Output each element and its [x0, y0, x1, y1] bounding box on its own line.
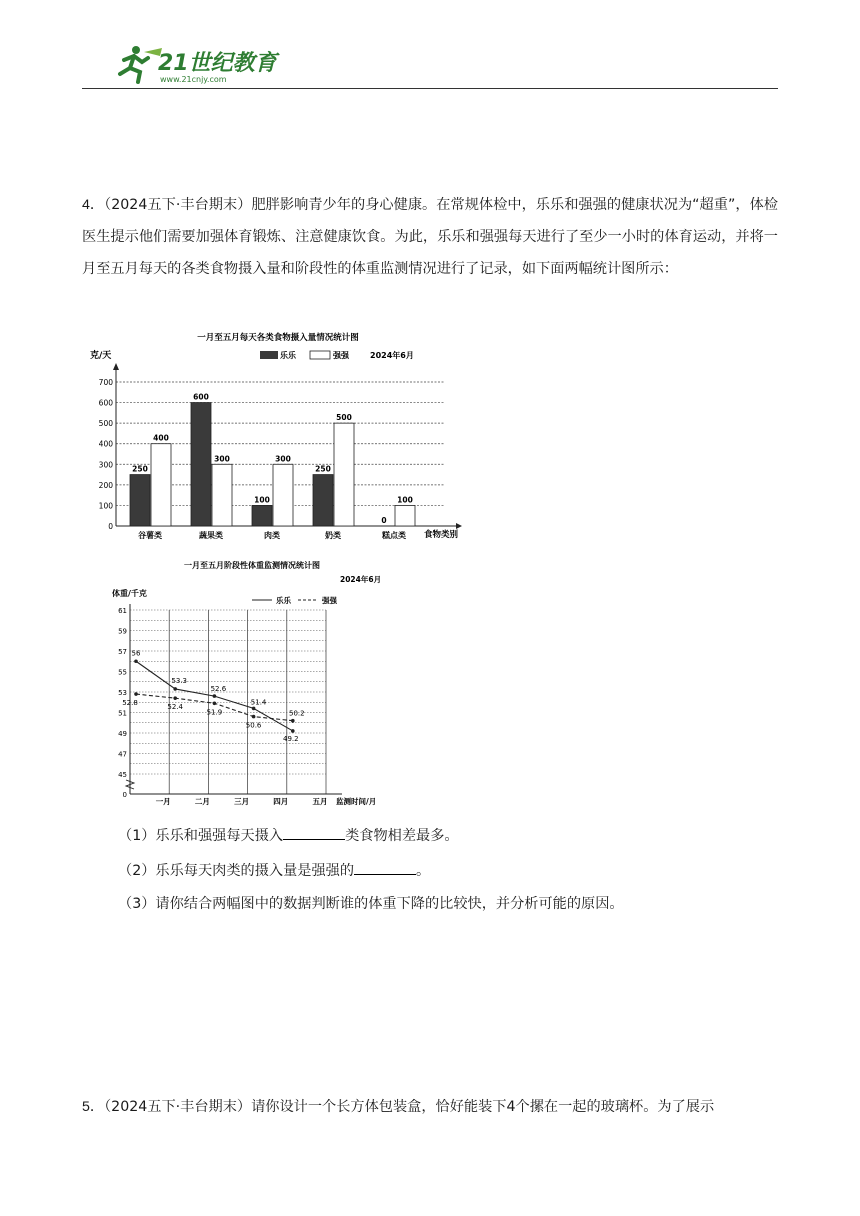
y-tick-label: 59 — [118, 627, 127, 636]
bar — [130, 475, 150, 526]
data-label: 51.4 — [250, 698, 267, 707]
bar-value-label: 250 — [132, 464, 148, 474]
sub-question-3: （3）请你结合两幅图中的数据判断谁的体重下降的比较快，并分析可能的原因。 — [118, 896, 624, 912]
y-tick-label: 49 — [118, 730, 127, 738]
data-point — [134, 692, 138, 696]
data-point — [252, 707, 256, 711]
y-tick-label: 100 — [98, 501, 113, 511]
data-label: 50.6 — [245, 721, 262, 730]
bar — [313, 475, 333, 526]
runner-logo-icon — [104, 42, 284, 86]
bar-value-label: 300 — [214, 454, 230, 464]
question-number: 5． — [82, 1099, 105, 1115]
bar — [151, 444, 171, 526]
data-label: 50.2 — [289, 709, 305, 718]
x-tick-label: 奶类 — [325, 531, 341, 540]
answer-blank-1[interactable] — [283, 825, 345, 840]
bar-chart-date: 2024年6月 — [370, 351, 414, 360]
sub-question-2 — [118, 859, 430, 883]
data-point — [213, 701, 217, 705]
line-x-axis-label: 监测时间/月 — [336, 797, 377, 806]
sub1-prefix: （1）乐乐和强强每天摄入 — [118, 828, 284, 844]
question-source: （2024五下·丰台期末） — [104, 1099, 252, 1115]
answer-blank-2[interactable] — [354, 860, 416, 875]
y-tick-label: 0 — [108, 522, 113, 531]
line-chart — [112, 558, 394, 808]
question-number: 4． — [82, 197, 105, 213]
legend-label-qiangqiang: 强强 — [333, 351, 349, 360]
data-label: 56 — [131, 649, 141, 658]
y-tick-label: 45 — [118, 771, 127, 779]
sub1-suffix: 类食物相差最多。 — [345, 828, 459, 844]
y-tick-label: 200 — [98, 480, 113, 490]
bar — [212, 464, 232, 526]
y-tick-label: 0 — [122, 791, 127, 799]
x-tick-label: 谷薯类 — [138, 531, 162, 540]
question-4 — [82, 189, 778, 285]
bar-value-label: 100 — [397, 495, 413, 505]
x-tick-label: 四月 — [273, 797, 289, 806]
sub-question-1 — [118, 824, 459, 848]
question-text: 肥胖影响青少年的身心健康。在常规体检中，乐乐和强强的健康状况为“超重”，体检医生提示他们需要加强体育锻炼、注意健康饮食。为此，乐乐和强强每天进行了至少一小时的体育运动，并将一月至五月每天的各类食物摄入量和阶段性的体重监测情况进行了记录，如下面两幅统计图所示： — [82, 197, 778, 277]
legend-swatch-qiangqiang — [310, 351, 330, 359]
bar — [273, 464, 293, 526]
y-tick-label: 300 — [98, 460, 113, 470]
y-tick-label: 600 — [98, 398, 113, 408]
bar-value-label: 400 — [153, 433, 169, 443]
question-text: 请你设计一个长方体包装盒，恰好能装下4个摞在一起的玻璃杯。为了展示 — [251, 1099, 715, 1115]
data-label: 52.6 — [210, 685, 227, 694]
line-chart-date: 2024年6月 — [340, 575, 382, 584]
bar-value-label: 500 — [336, 413, 352, 423]
bar-value-label: 300 — [275, 454, 291, 464]
x-tick-label: 二月 — [194, 797, 210, 806]
x-axis-arrow-icon — [456, 523, 462, 529]
x-tick-label: 肉类 — [264, 531, 280, 540]
y-tick-label: 53 — [118, 689, 127, 697]
bar-value-label: 100 — [254, 495, 270, 505]
bar — [395, 505, 415, 526]
bar — [252, 505, 272, 526]
data-label: 49.2 — [283, 734, 299, 743]
legend-swatch-lele — [260, 351, 278, 359]
data-label: 53.3 — [171, 676, 187, 685]
bar-value-label: 250 — [315, 464, 331, 474]
line-plot-area — [118, 604, 342, 806]
data-point — [213, 694, 217, 698]
data-point — [252, 715, 256, 719]
x-tick-label: 蔬果类 — [199, 531, 223, 540]
sub2-suffix: 。 — [416, 863, 431, 879]
question-5 — [82, 1091, 778, 1123]
y-tick-label: 400 — [98, 439, 113, 449]
bar-chart-title: 一月至五月每天各类食物摄入量情况统计图 — [197, 333, 359, 343]
y-tick-label: 51 — [118, 709, 127, 718]
bar-plot-area — [99, 363, 462, 540]
data-point — [291, 719, 295, 723]
bar-value-label: 0 — [381, 516, 387, 525]
data-point — [173, 687, 177, 691]
x-tick-label: 三月 — [234, 797, 250, 806]
y-tick-label: 57 — [118, 648, 127, 656]
bar — [334, 423, 354, 526]
y-tick-label: 47 — [118, 750, 127, 759]
data-label: 52.8 — [122, 699, 138, 708]
line-y-axis-label: 体重/千克 — [112, 589, 147, 598]
data-label: 51.9 — [206, 708, 223, 717]
data-point — [173, 696, 177, 700]
axis-break-icon — [126, 780, 134, 789]
bar-chart — [88, 328, 468, 546]
x-tick-label: 五月 — [312, 797, 328, 806]
y-tick-label: 700 — [98, 378, 113, 387]
data-point — [291, 729, 295, 733]
sub2-prefix: （2）乐乐每天肉类的摄入量是强强的 — [118, 863, 355, 879]
data-point — [134, 659, 138, 663]
y-axis-label: 克/天 — [90, 351, 112, 361]
legend-line-label-lele: 乐乐 — [276, 596, 291, 605]
x-axis-label: 食物类别 — [424, 530, 459, 540]
bar — [191, 403, 211, 526]
y-tick-label: 500 — [98, 419, 113, 429]
data-label: 52.4 — [167, 703, 183, 712]
site-logo[interactable] — [104, 42, 284, 86]
y-axis-arrow-icon — [113, 363, 119, 370]
logo-url-text: www.21cnjy.com — [160, 75, 227, 84]
y-tick-label: 55 — [118, 668, 127, 677]
x-tick-label: 一月 — [155, 797, 171, 806]
legend-line-label-qiangqiang: 强强 — [322, 596, 337, 605]
line-chart-title: 一月至五月阶段性体重监测情况统计图 — [184, 561, 320, 570]
question-source: （2024五下·丰台期末） — [104, 197, 252, 213]
page-header — [82, 38, 778, 89]
legend-label-lele: 乐乐 — [280, 351, 296, 360]
logo-main-text: 21世纪教育 — [158, 51, 277, 76]
bar-value-label: 600 — [193, 392, 209, 402]
x-tick-label: 糕点类 — [382, 531, 406, 540]
y-tick-label: 61 — [118, 607, 127, 615]
